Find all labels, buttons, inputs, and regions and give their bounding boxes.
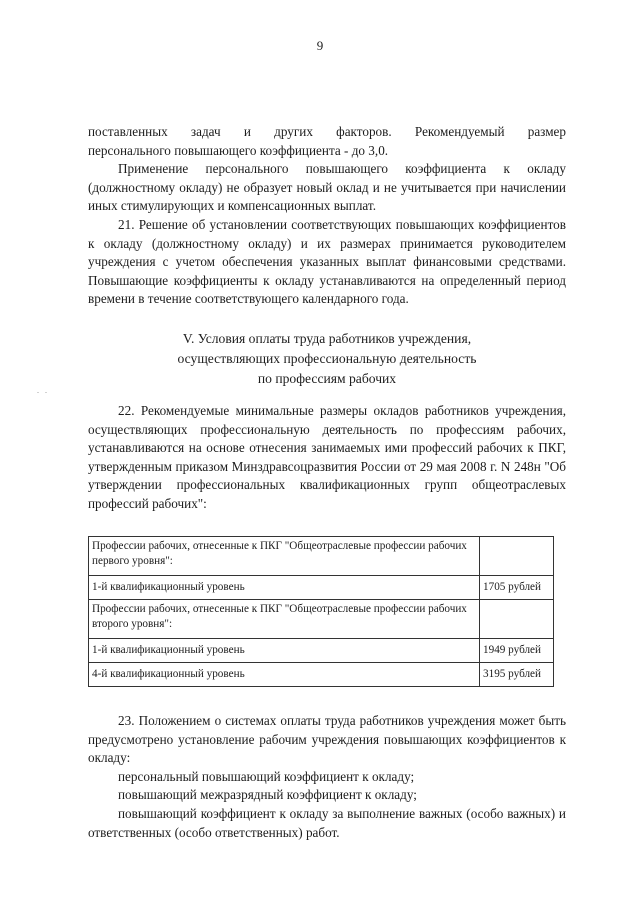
table-cell-label: Профессии рабочих, отнесенные к ПКГ "Общеотраслевые профессии рабочих второго уровня": bbox=[89, 600, 480, 639]
table-cell-value bbox=[480, 537, 554, 576]
table-cell-label: 1-й квалификационный уровень bbox=[89, 639, 480, 663]
list-item: повышающий межразрядный коэффициент к окладу; bbox=[118, 787, 417, 803]
salary-table bbox=[88, 536, 554, 687]
page-number: 9 bbox=[316, 38, 324, 53]
table-row bbox=[89, 576, 554, 600]
table-row bbox=[89, 639, 554, 663]
coefficient-list bbox=[88, 768, 566, 842]
table-cell-value: 1949 рублей bbox=[480, 639, 554, 663]
paragraph-23 bbox=[88, 712, 566, 842]
table-cell-value: 3195 рублей bbox=[480, 663, 554, 687]
paragraph-21: 21. Решение об установлении соответствующих повышающих коэффициентов к окладу (должностному окладу) и их размерах принимается руководителем учреждения с учетом обеспечения указанных выплат финансовыми средствами. Повышающие коэффициенты к окладу устанавливаются на определенный период времени в течение соответствующего календарного года. bbox=[88, 217, 566, 307]
paragraph-23-intro: 23. Положением о системах оплаты труда работников учреждения может быть предусмотрено установление рабочим учреждения повышающих коэффициентов к окладу: bbox=[88, 713, 566, 766]
table-row bbox=[89, 600, 554, 639]
table-row bbox=[89, 537, 554, 576]
table-cell-value: 1705 рублей bbox=[480, 576, 554, 600]
paragraph-coefficient-application: Применение персонального повышающего коэффициента к окладу (должностному окладу) не образует новый оклад и не учитывается при начислении иных стимулирующих и компенсационных выплат. bbox=[88, 161, 566, 214]
margin-marks: . . bbox=[37, 386, 49, 395]
table-cell-value bbox=[480, 600, 554, 639]
section-heading-line: V. Условия оплаты труда работников учреждения, bbox=[182, 331, 472, 346]
paragraph-line: персонального повышающего коэффициента - до 3,0. bbox=[88, 142, 389, 158]
paragraph-line: поставленных задач и других факторов. Рекомендуемый размер bbox=[88, 124, 566, 139]
list-item: персональный повышающий коэффициент к окладу; bbox=[118, 768, 415, 784]
table-row bbox=[89, 663, 554, 687]
section-heading-line: по профессиям рабочих bbox=[257, 371, 397, 386]
paragraph-22: 22. Рекомендуемые минимальные размеры окладов работников учреждения, осуществляющих профессиональную деятельность по профессиям рабочих, устанавливаются на основе отнесения занимаемых ими профессий рабочих к ПКГ, утвержденным приказом Минздравсоцразвития России от 29 мая 2008 г. N 248н "Об утверждении профессиональных квалификационных групп общеотраслевых профессий рабочих": bbox=[88, 403, 566, 511]
table-cell-label: 4-й квалификационный уровень bbox=[89, 663, 480, 687]
list-item: повышающий коэффициент к окладу за выполнение важных (особо важных) и ответственных (особо ответственных) работ. bbox=[88, 805, 566, 840]
table-cell-label: Профессии рабочих, отнесенные к ПКГ "Общеотраслевые профессии рабочих первого уровня": bbox=[89, 537, 480, 576]
table-cell-label: 1-й квалификационный уровень bbox=[89, 576, 480, 600]
section-heading bbox=[88, 329, 566, 389]
section-heading-line: осуществляющих профессиональную деятельность bbox=[177, 351, 477, 366]
paragraph-continuation bbox=[88, 123, 566, 160]
